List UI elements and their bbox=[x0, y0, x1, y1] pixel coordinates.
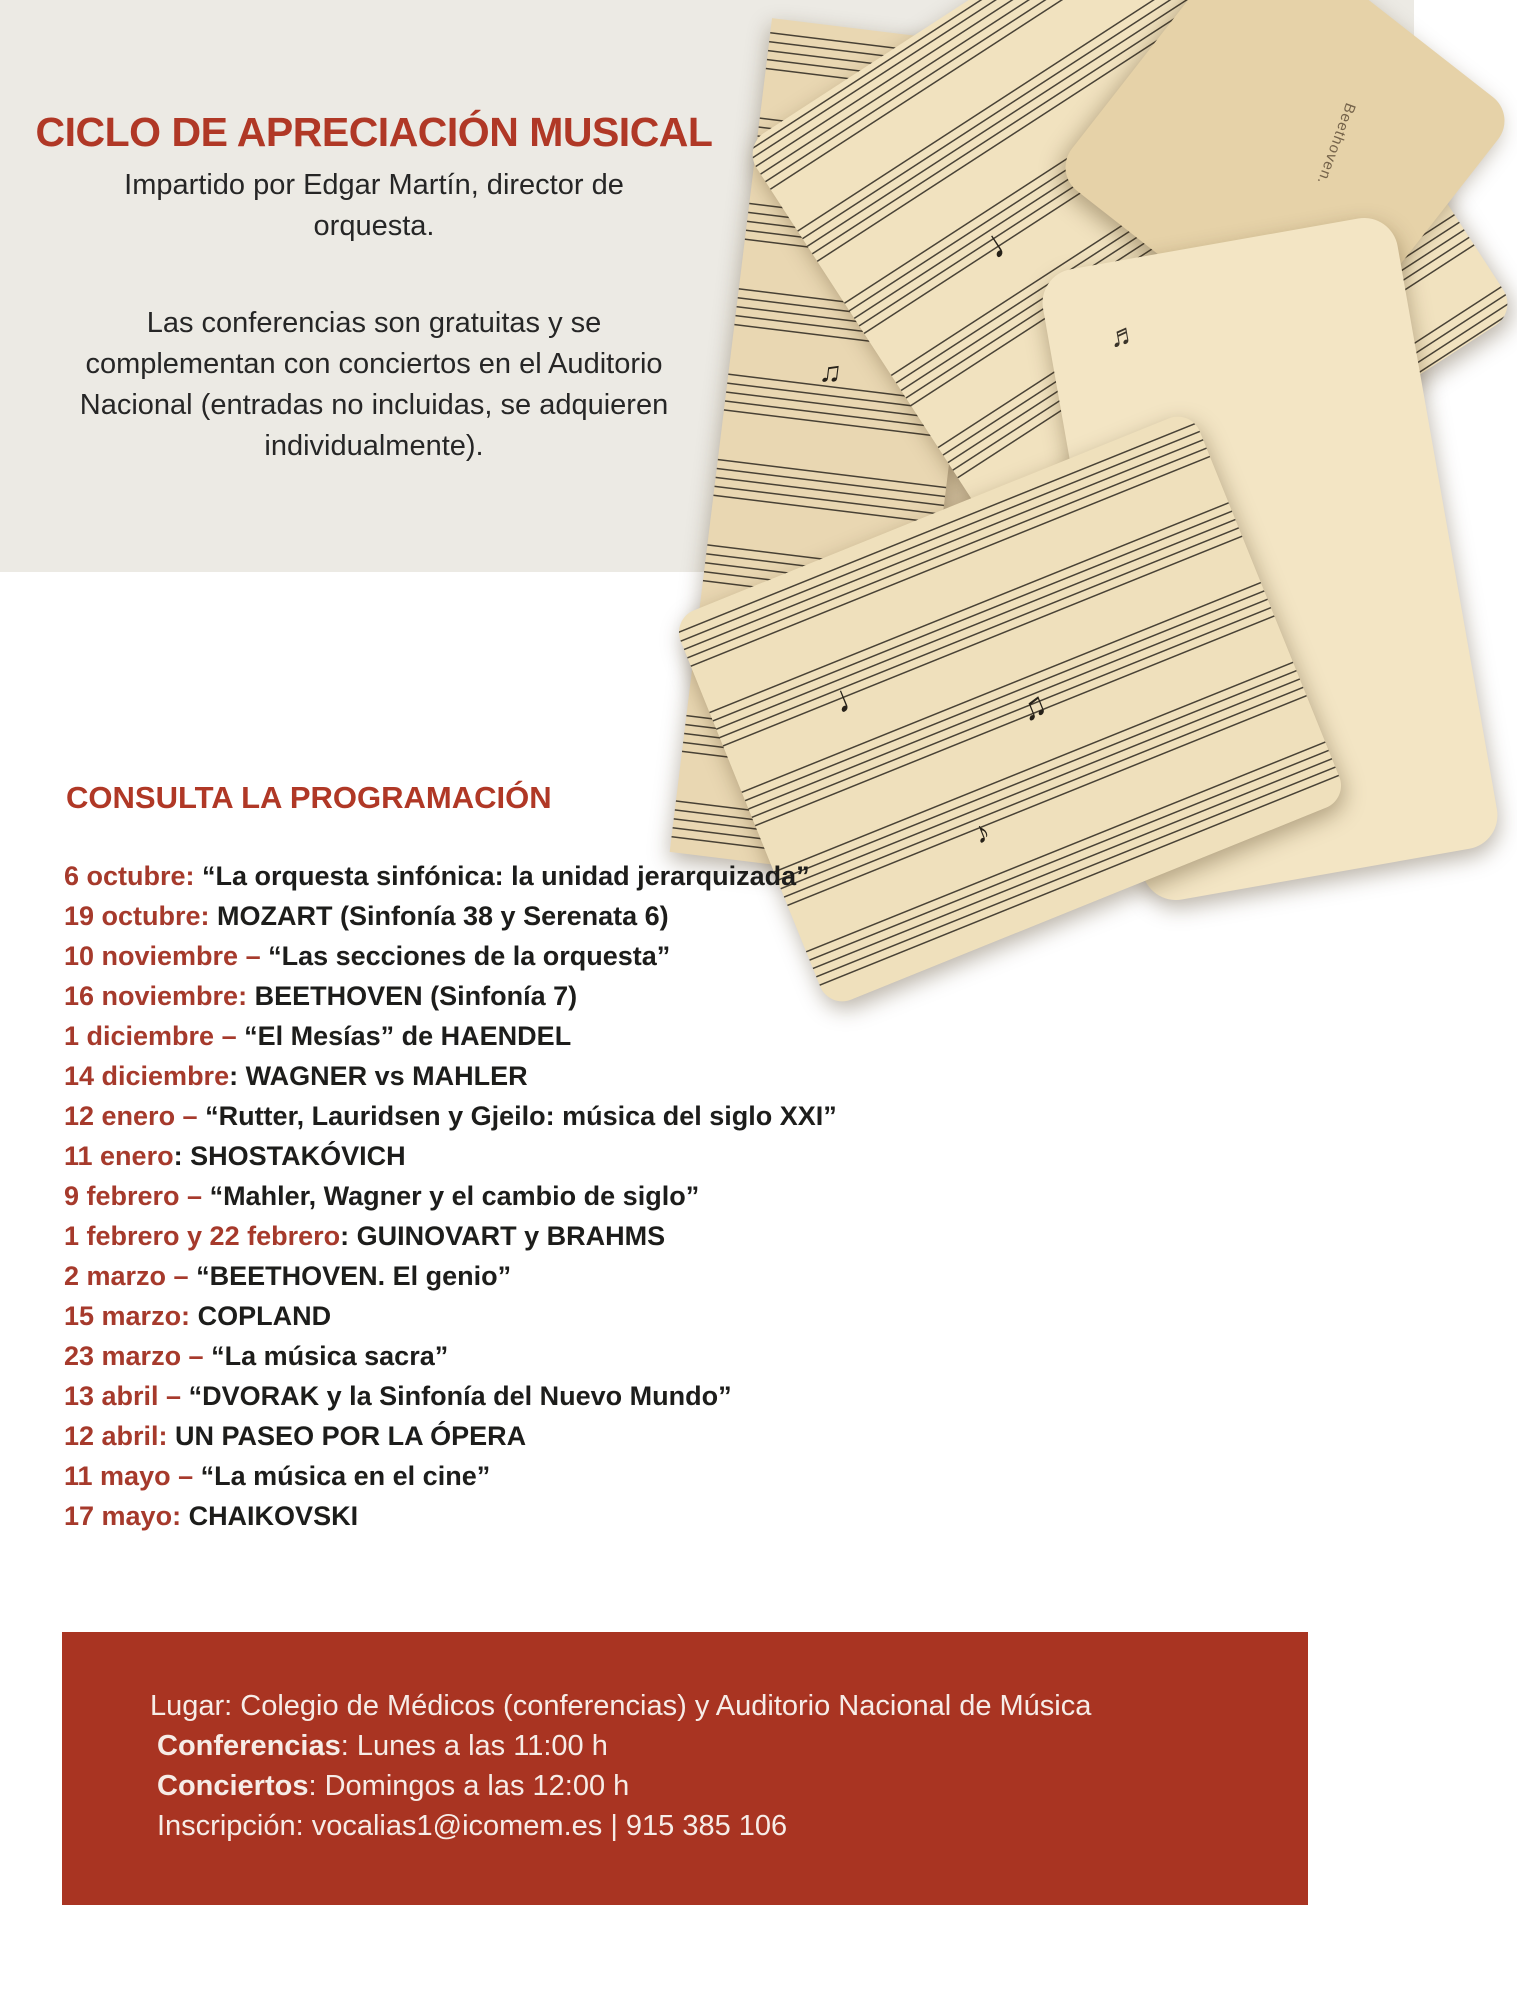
description-line: Las conferencias son gratuitas y se bbox=[146, 307, 602, 339]
music-note-icon: ♬ bbox=[1106, 316, 1142, 355]
description-line: complementan con conciertos en el Auditorio bbox=[85, 348, 663, 380]
description-line: individualmente). bbox=[264, 430, 484, 462]
item-date: 11 mayo – bbox=[64, 1461, 194, 1491]
item-date: 2 marzo – bbox=[64, 1261, 189, 1291]
photo-caption: Beethoven. bbox=[1313, 100, 1359, 188]
description bbox=[0, 303, 748, 467]
item-date: 6 octubre: bbox=[64, 861, 195, 891]
conferences-label: Conferencias bbox=[157, 1730, 341, 1762]
inscription-line: Inscripción: vocalias1@icomem.es | 915 385 106 bbox=[157, 1810, 788, 1842]
sheet-music-photo bbox=[790, 69, 1377, 852]
item-title: “Mahler, Wagner y el cambio de siglo” bbox=[202, 1181, 700, 1211]
item-title: “La música en el cine” bbox=[193, 1461, 491, 1491]
list-item bbox=[64, 1456, 1144, 1496]
list-item bbox=[64, 1256, 1144, 1296]
item-date: 9 febrero – bbox=[64, 1181, 203, 1211]
list-item bbox=[64, 1216, 1144, 1256]
item-title: “BEETHOVEN. El genio” bbox=[188, 1261, 512, 1291]
subtitle-line: orquesta. bbox=[313, 210, 435, 242]
list-item bbox=[64, 1176, 1144, 1216]
info-box bbox=[62, 1632, 1308, 1905]
intro-column bbox=[0, 108, 748, 467]
list-item bbox=[64, 896, 1144, 936]
concerts-line bbox=[157, 1766, 1091, 1806]
list-item bbox=[64, 1336, 1144, 1376]
item-date: 1 febrero y 22 febrero bbox=[64, 1221, 341, 1251]
music-note-icon: ♫ bbox=[817, 354, 844, 391]
item-date: 12 enero – bbox=[64, 1101, 198, 1131]
program-heading: CONSULTA LA PROGRAMACIÓN bbox=[66, 780, 552, 815]
item-title: CHAIKOVSKI bbox=[181, 1501, 359, 1531]
item-title: “Las secciones de la orquesta” bbox=[260, 941, 671, 971]
concerts-label: Conciertos bbox=[157, 1770, 309, 1802]
list-item bbox=[64, 1416, 1144, 1456]
description-line: Nacional (entradas no incluidas, se adquieren bbox=[79, 389, 669, 421]
item-title: “Rutter, Lauridsen y Gjeilo: música del siglo XXI” bbox=[197, 1101, 837, 1131]
program-list bbox=[64, 856, 1144, 1536]
page-title: CICLO DE APRECIACIÓN MUSICAL bbox=[35, 109, 713, 155]
list-item bbox=[64, 1376, 1144, 1416]
music-note-icon: ♪ bbox=[968, 814, 996, 852]
conferences-value: : Lunes a las 11:00 h bbox=[340, 1730, 608, 1762]
item-date: 14 diciembre bbox=[64, 1061, 230, 1091]
list-item bbox=[64, 1016, 1144, 1056]
item-title: “La música sacra” bbox=[203, 1341, 449, 1371]
item-title: “El Mesías” de HAENDEL bbox=[236, 1021, 572, 1051]
item-date: 15 marzo: bbox=[64, 1301, 191, 1331]
item-date: 10 noviembre – bbox=[64, 941, 261, 971]
item-date: 16 noviembre: bbox=[64, 981, 248, 1011]
item-date: 12 abril: bbox=[64, 1421, 168, 1451]
item-title: UN PASEO POR LA ÓPERA bbox=[167, 1421, 527, 1451]
subtitle bbox=[0, 165, 748, 247]
music-note-icon: ♫ bbox=[1014, 684, 1053, 730]
list-item bbox=[64, 976, 1144, 1016]
item-date: 17 mayo: bbox=[64, 1501, 182, 1531]
list-item bbox=[64, 1056, 1144, 1096]
item-title: “La orquesta sinfónica: la unidad jerarquizada” bbox=[194, 861, 810, 891]
info-box-content bbox=[150, 1686, 1091, 1846]
item-title: MOZART (Sinfonía 38 y Serenata 6) bbox=[209, 901, 669, 931]
item-title: BEETHOVEN (Sinfonía 7) bbox=[247, 981, 578, 1011]
conferences-line bbox=[157, 1726, 1091, 1766]
concerts-value: : Domingos a las 12:00 h bbox=[308, 1770, 630, 1802]
item-title: : WAGNER vs MAHLER bbox=[229, 1061, 528, 1091]
item-title: COPLAND bbox=[190, 1301, 332, 1331]
item-title: “DVORAK y la Sinfonía del Nuevo Mundo” bbox=[181, 1381, 732, 1411]
item-title: : SHOSTAKÓVICH bbox=[173, 1141, 406, 1171]
item-date: 11 enero bbox=[64, 1141, 174, 1171]
item-title: : GUINOVART y BRAHMS bbox=[340, 1221, 666, 1251]
list-item bbox=[64, 1496, 1144, 1536]
music-note-icon: ♩ bbox=[976, 209, 1034, 268]
item-date: 1 diciembre – bbox=[64, 1021, 237, 1051]
item-date: 19 octubre: bbox=[64, 901, 210, 931]
list-item bbox=[64, 856, 1144, 896]
list-item bbox=[64, 1096, 1144, 1136]
item-date: 23 marzo – bbox=[64, 1341, 204, 1371]
list-item bbox=[64, 1136, 1144, 1176]
list-item bbox=[64, 936, 1144, 976]
subtitle-line: Impartido por Edgar Martín, director de bbox=[124, 169, 624, 201]
venue-line: Lugar: Colegio de Médicos (conferencias) y Auditorio Nacional de Música bbox=[150, 1690, 1092, 1722]
list-item bbox=[64, 1296, 1144, 1336]
item-date: 13 abril – bbox=[64, 1381, 182, 1411]
music-note-icon: ♩ bbox=[827, 669, 879, 723]
